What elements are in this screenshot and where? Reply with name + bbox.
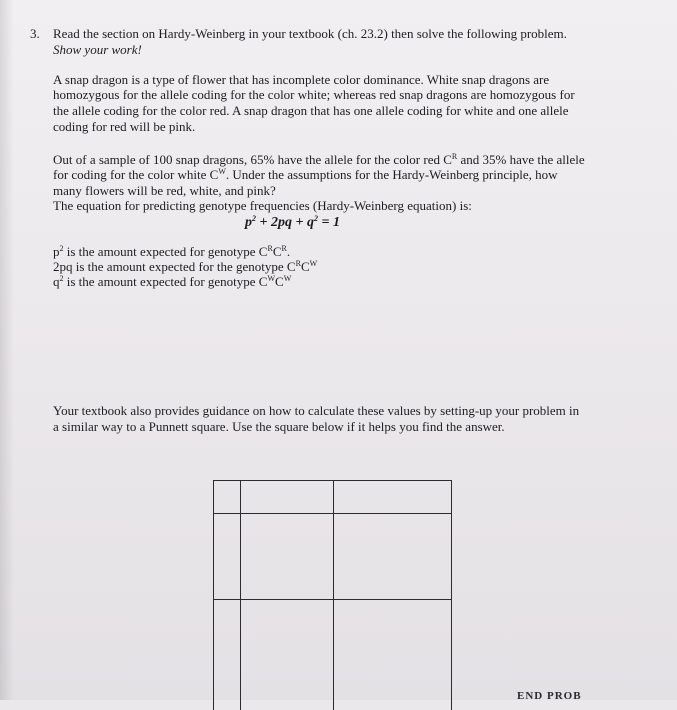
eq-p-exp: 2	[252, 214, 256, 223]
definition-p2	[53, 244, 290, 259]
allele-r-sup: R	[451, 152, 458, 161]
def-pq-sup1: R	[295, 259, 301, 268]
def-q-exp: 2	[59, 274, 64, 283]
def-p2-end: .	[286, 244, 291, 259]
paragraph1-line-1: A snap dragon is a type of flower that has incomplete color dominance. White snap dragons are	[53, 72, 550, 87]
question-number: 3.	[30, 26, 40, 41]
p2-l1-text: Out of a sample of 100 snap dragons, 65% have the allele for the color red C	[53, 152, 452, 167]
guidance-line-2: a similar way to a Punnett square. Use the square below if it helps you find the answer.	[53, 419, 505, 434]
paragraph1-line-3: the allele coding for the color red. A snap dragon that has one allele coding for white and one allele	[53, 103, 569, 118]
grid-line-center	[333, 480, 334, 710]
def-p2-sup2: R	[281, 244, 287, 253]
def-q2-text: is the amount expected for genotype C	[63, 274, 268, 289]
p2-l2-text-end: . Under the assumptions for the Hardy-Weinberg principle, how	[225, 167, 558, 182]
paragraph1-line-4: coding for red will be pink.	[53, 119, 196, 134]
p2-l1-text-end: and 35% have the allele	[457, 152, 585, 167]
punnett-square	[213, 480, 452, 710]
definition-q2	[53, 274, 291, 289]
def-p2-sup1: R	[267, 244, 273, 253]
eq-q-exp: 2	[313, 214, 318, 223]
paragraph2-line-4: The equation for predicting genotype frequencies (Hardy-Weinberg equation) is:	[53, 198, 472, 213]
def-q2-c: C	[275, 274, 284, 289]
paragraph2-line-3: many flowers will be red, white, and pink?	[53, 183, 276, 198]
p2-l2-text: for coding for the color white C	[53, 167, 219, 182]
eq-rhs: = 1	[317, 215, 340, 230]
eq-q: q	[306, 215, 314, 230]
intro-line-1: Read the section on Hardy-Weinberg in your textbook (ch. 23.2) then solve the following problem.	[53, 26, 567, 41]
grid-line-label-col	[240, 480, 241, 710]
def-pq-sup2: W	[309, 259, 318, 268]
def-p2-text: is the amount expected for genotype C	[63, 244, 268, 259]
def-pq-c: C	[300, 259, 310, 274]
paragraph2-line-1	[53, 152, 585, 167]
definition-2pq	[53, 259, 317, 274]
hardy-weinberg-equation	[245, 215, 340, 230]
def-p: p	[53, 244, 60, 259]
footer-partial-text: END PROB	[517, 690, 582, 702]
def-p2-c: C	[272, 244, 282, 259]
page-shadow	[0, 0, 14, 700]
def-q2-sup2: W	[283, 274, 292, 283]
def-q: q	[53, 274, 60, 289]
def-p-exp: 2	[59, 244, 64, 253]
allele-w-sup: W	[218, 167, 226, 176]
grid-line-left	[213, 480, 214, 710]
paragraph2-line-2	[53, 167, 557, 182]
def-pq-text: 2pq is the amount expected for the genotype C	[53, 259, 296, 274]
intro-line-2: Show your work!	[53, 42, 142, 57]
paragraph1-line-2: homozygous for the allele coding for the color white; whereas red snap dragons are homozygous for	[53, 87, 575, 102]
grid-line-right	[451, 480, 452, 710]
def-q2-sup1: W	[267, 274, 276, 283]
eq-middle: + 2pq +	[256, 215, 307, 230]
guidance-line-1: Your textbook also provides guidance on how to calculate these values by setting-up your problem in	[53, 403, 580, 418]
eq-p: p	[245, 215, 252, 230]
